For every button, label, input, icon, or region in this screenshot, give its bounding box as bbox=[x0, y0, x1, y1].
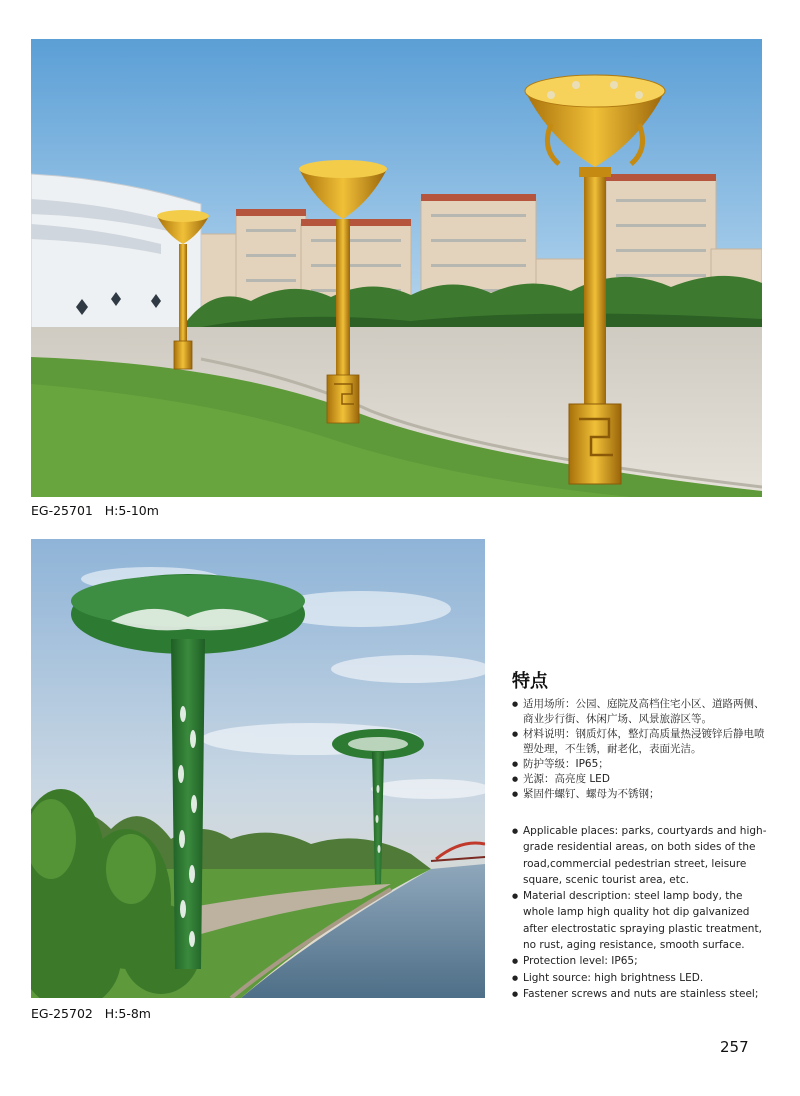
feature-cn-item: ● 光源：高亮度 LED bbox=[512, 772, 774, 787]
feature-cn-item: ● 适用场所：公园、庭院及高档住宅小区、道路两侧、商业步行街、休闲广场、风景旅游区等。 bbox=[512, 697, 774, 727]
product-photo-gold-lamps bbox=[31, 39, 762, 497]
feature-en-item: ● Applicable places: parks, courtyards and high-grade residential areas, on both sides of the road,commercial pedestrian street, leisure square, scenic tourist area, etc. bbox=[512, 823, 774, 888]
feature-en-item: ● Protection level: IP65; bbox=[512, 953, 774, 969]
features-list-english bbox=[512, 823, 774, 1002]
product-photo-green-lamps bbox=[31, 539, 485, 998]
product-caption-1: EG-25701 H:5-10m bbox=[31, 503, 159, 518]
feature-en-item: ● Fastener screws and nuts are stainless steel; bbox=[512, 986, 774, 1002]
feature-cn-item: ● 材料说明：钢质灯体，整灯高质量热浸镀锌后静电喷塑处理，不生锈，耐老化，表面光洁。 bbox=[512, 727, 774, 757]
feature-en-item: ● Material description: steel lamp body, the whole lamp high quality hot dip galvanized after electrostatic spraying plastic treatment, no rust, aging resistance, smooth surface. bbox=[512, 888, 774, 953]
page-number: 257 bbox=[720, 1038, 749, 1056]
features-title: 特点 bbox=[512, 671, 548, 692]
feature-en-item: ● Light source: high brightness LED. bbox=[512, 970, 774, 986]
product-caption-2: EG-25702 H:5-8m bbox=[31, 1006, 151, 1021]
gold-lamp-scene bbox=[31, 39, 762, 497]
green-lamp-scene bbox=[31, 539, 485, 998]
feature-cn-item: ● 紧固件螺钉、螺母为不锈钢； bbox=[512, 787, 774, 802]
feature-cn-item: ● 防护等级：IP65； bbox=[512, 757, 774, 772]
features-list-chinese bbox=[512, 697, 774, 802]
